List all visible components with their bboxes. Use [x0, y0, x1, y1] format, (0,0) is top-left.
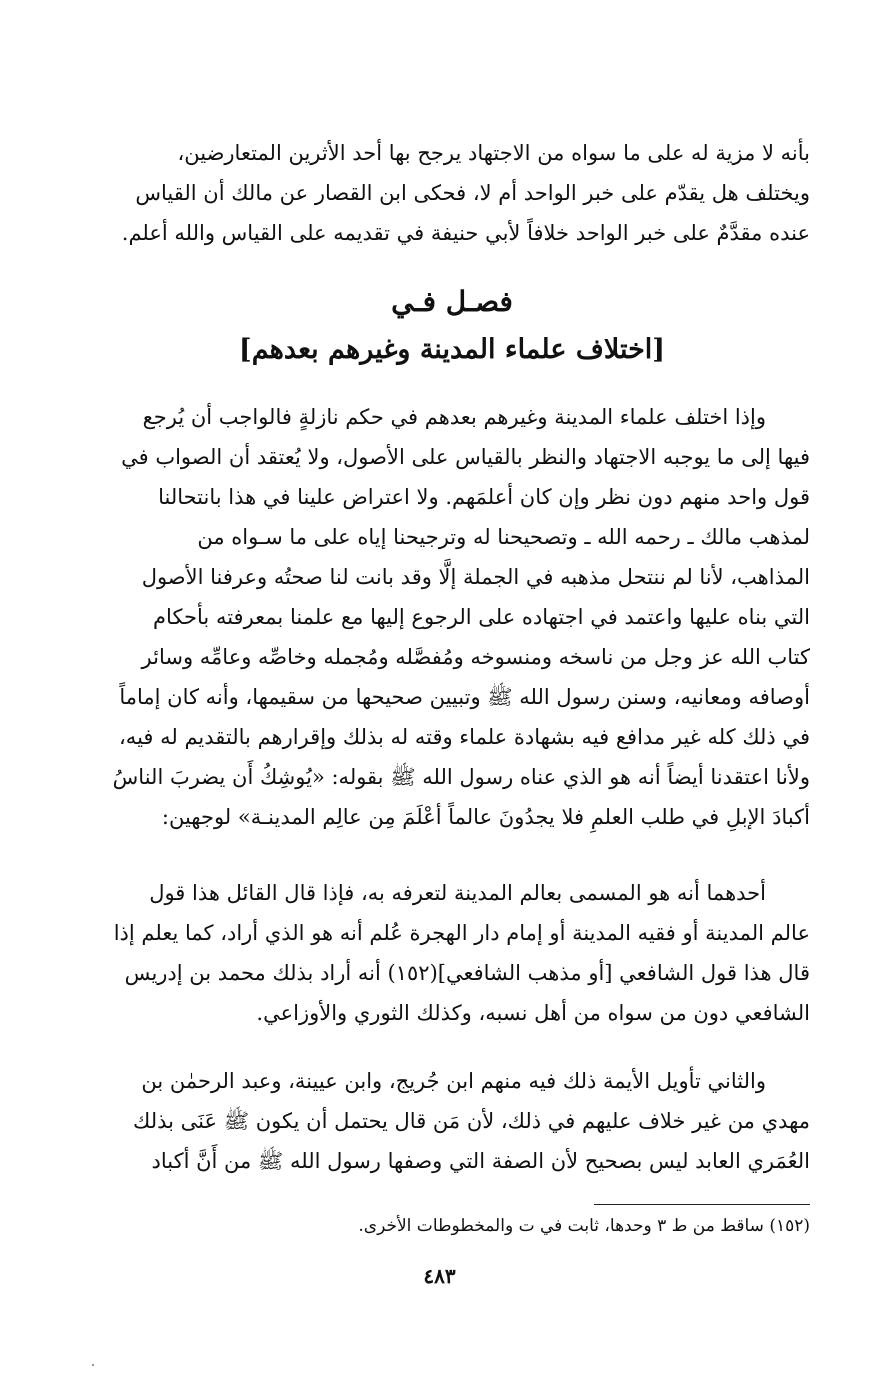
text-line: وإذا اختلف علماء المدينة وغيرهم بعدهم في حكم نازلةٍ فالواجب أن يُرجع [142, 405, 766, 429]
text-line: عالم المدينة أو فقيه المدينة أو إمام دار الهجرة عُلم أنه هو الذي أراد، كما يعلم إذا [113, 921, 810, 945]
text-line: قال هذا قول الشافعي [أو مذهب الشافعي](١٥٢) أنه أراد بذلك محمد بن إدريس [124, 961, 810, 985]
text-line: المذاهب، لأنا لم ننتحل مذهبه في الجملة إلَّا وقد بانت لنا صحتُه وعرفنا الأصول [141, 565, 810, 589]
paragraph-2 [94, 873, 810, 1033]
section-heading: فصـل فـي [391, 285, 513, 318]
section-title: [اختلاف علماء المدينة وغيرهم بعدهم] [238, 334, 666, 365]
scan-speck [92, 1364, 94, 1366]
text-line: كتاب الله عز وجل من ناسخه ومنسوخه ومُفصَّله ومُجمله وخاصِّه وعامِّه وسائر [141, 645, 810, 669]
text-line: فيها إلى ما يوجبه الاجتهاد والنظر بالقياس على الأصول، ولا يُعتقد أن الصواب في [121, 445, 810, 469]
paragraph-1 [94, 397, 810, 837]
paragraph-3 [94, 1061, 810, 1181]
text-line: لمذهب مالك ـ رحمه الله ـ وتصحيحنا له وترجيحنا إياه على ما سـواه من [197, 525, 810, 549]
text-line: أكبادَ الإبلِ في طلب العلمِ فلا يجدُونَ عالماً أعْلَمَ مِن عالِم المدينـة» لوجهين: [161, 805, 810, 829]
text-line: في ذلك كله غير مدافع فيه بشهادة علماء وقته له بذلك وإقرارهم بالتقديم له فيه، [119, 725, 810, 749]
text-line: عنده مقدَّمٌ على خبر الواحد خلافاً لأبي حنيفة في تقديمه على القياس والله أعلم. [121, 221, 810, 245]
text-line: أوصافه ومعانيه، وسنن رسول الله ﷺ وتبيين صحيحها من سقيمها، وأنه كان إماماً [119, 685, 810, 709]
page-number: ٤٨٣ [423, 1264, 456, 1288]
text-line: التي بناه عليها واعتمد في اجتهاده على الرجوع إليها مع علمنا بمعرفته بأحكام [153, 605, 810, 629]
footnote: (١٥٢) ساقط من ط ٣ وحدها، ثابت في ت والمخطوطات الأخرى. [358, 1216, 810, 1236]
footnote-divider [594, 1204, 810, 1205]
text-line: أحدهما أنه هو المسمى بعالم المدينة لتعرفه به، فإذا قال القائل هذا قول [149, 881, 766, 905]
text-line: مهدي من غير خلاف عليهم في ذلك، لأن مَن قال يحتمل أن يكون ﷺ عَنَى بذلك [133, 1109, 810, 1133]
text-line: قول واحد منهم دون نظر وإن كان أعلمَهم. ولا اعتراض علينا في هذا بانتحالنا [158, 485, 810, 509]
text-line: ولأنا اعتقدنا أيضاً أنه هو الذي عناه رسول الله ﷺ بقوله: «يُوشِكُ أَن يضربَ الناسُ [112, 765, 810, 789]
text-line: بأنه لا مزية له على ما سواه من الاجتهاد يرجح بها أحد الأثرين المتعارضين، [177, 141, 810, 165]
text-line: العُمَري العابد ليس بصحيح لأن الصفة التي وصفها رسول الله ﷺ من أَنَّ أكباد [151, 1149, 810, 1173]
text-line: الشافعي دون من سواه من أهل نسبه، وكذلك الثوري والأوزاعي. [256, 1001, 810, 1025]
text-line: ويختلف هل يقدّم على خبر الواحد أم لا، فحكى ابن القصار عن مالك أن القياس [135, 181, 810, 205]
text-line: والثاني تأويل الأيمة ذلك فيه منهم ابن جُريج، وابن عيينة، وعبد الرحمٰن بن [141, 1069, 766, 1093]
intro-paragraph [94, 133, 810, 253]
